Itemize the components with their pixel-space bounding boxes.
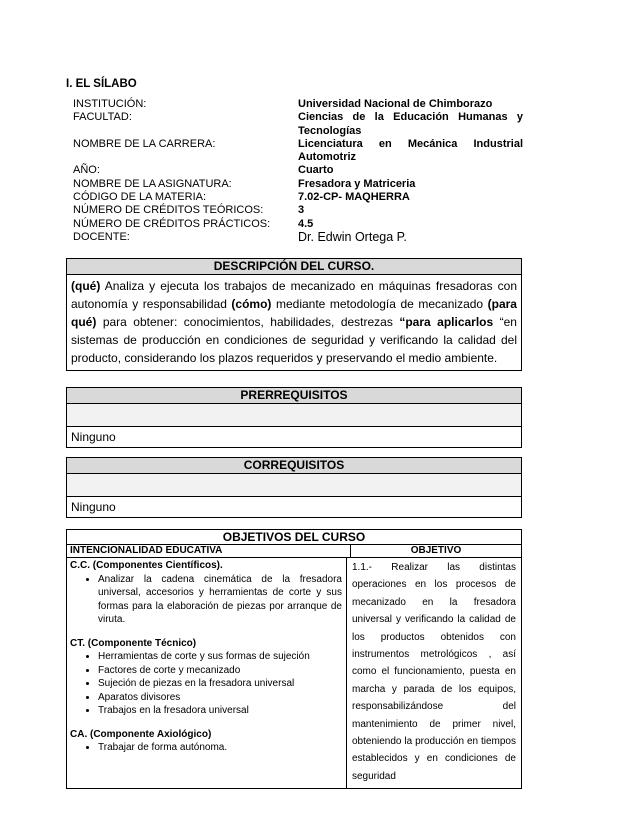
info-value: Licenciatura en Mecánica Industrial Automotriz [298, 137, 523, 164]
desc-keyword: (cómo) [231, 297, 272, 311]
info-value: 7.02-CP- MAQHERRA [298, 191, 410, 204]
info-row-docente [73, 231, 523, 244]
info-row-codigo [73, 191, 523, 204]
objetivos-box [66, 529, 522, 789]
col-objetivo: OBJETIVO [410, 545, 462, 556]
prerrequisitos-value: Ninguno [71, 430, 116, 444]
col-intencionalidad: INTENCIONALIDAD EDUCATIVA [67, 545, 351, 557]
info-row-institucion [73, 98, 523, 111]
list-item: • Factores de corte y mecanizado [98, 664, 342, 678]
list-item: • Analizar la cadena cinemática de la fresadora universal, accesorios y herramientas de corte y sus formas para la elaboración de piezas por arranque de viruta. [98, 573, 342, 627]
correquisitos-box [66, 457, 522, 518]
correquisitos-spacer [67, 474, 521, 497]
info-label: INSTITUCIÓN: [73, 98, 147, 110]
info-row-facultad [73, 111, 523, 138]
info-label: NÚMERO DE CRÉDITOS PRÁCTICOS: [73, 217, 271, 230]
info-label: NÚMERO DE CRÉDITOS TEÓRICOS: [73, 204, 264, 217]
list-item: • Trabajos en la fresadora universal [98, 704, 342, 718]
desc-keyword: (para qué) [71, 297, 517, 329]
list-item: • Sujeción de piezas en la fresadora universal [98, 677, 342, 691]
ca-title: CA. (Componente Axiológico) [70, 728, 212, 740]
list-item: • Herramientas de corte y sus formas de sujeción [98, 650, 342, 664]
cc-title: C.C. (Componentes Científicos). [70, 560, 223, 571]
info-value: Ciencias de la Educación Humanas y Tecnologías [298, 111, 523, 137]
course-info-table [73, 98, 523, 244]
intencionalidad-cell [67, 558, 347, 788]
desc-text: para obtener: conocimientos, habilidades, destrezas [96, 315, 400, 329]
desc-text: Analiza y ejecuta los trabajos de mecanizado en máquinas fresadoras con autonomía y responsabilidad [71, 279, 517, 311]
desc-keyword: (qué) [71, 279, 101, 293]
ct-title: CT. (Componente Técnico) [70, 637, 197, 649]
info-row-creditos-practicos [73, 218, 523, 231]
cc-list [70, 573, 342, 627]
info-value: Universidad Nacional de Chimborazo [298, 98, 493, 110]
correquisitos-value: Ninguno [71, 500, 116, 514]
objetivos-title: OBJETIVOS DEL CURSO [67, 530, 521, 545]
info-row-asignatura [73, 178, 523, 191]
prerrequisitos-title: PRERREQUISITOS [67, 388, 521, 404]
info-label: CÓDIGO DE LA MATERIA: [73, 191, 207, 204]
info-row-anio [73, 164, 523, 177]
info-value: Dr. Edwin Ortega P. [298, 229, 407, 244]
desc-keyword: “para aplicarlos [399, 315, 494, 329]
ca-list [70, 741, 342, 755]
objetivo-cell: 1.1.- Realizar las distintas operaciones en los procesos de mecanizado en la fresadora universal y verificando la calidad de los productos obtenidos con instrumentos metrológicos , así como el funcionamiento, puesta en marcha y parada de los equipos, responsabilizándose del mantenimiento de primer nivel, obteniendo la producción en tiempos establecidos y en condiciones de seguridad [352, 562, 516, 782]
correquisitos-title: CORREQUISITOS [67, 458, 521, 474]
info-label: DOCENTE: [73, 230, 130, 243]
info-row-creditos-teoricos [73, 204, 523, 217]
prerrequisitos-box [66, 387, 522, 448]
info-row-carrera [73, 138, 523, 165]
info-value: Cuarto [298, 164, 334, 177]
info-value: 4.5 [298, 217, 314, 230]
info-label: NOMBRE DE LA CARRERA: [73, 137, 216, 150]
list-item: • Trabajar de forma autónoma. [98, 741, 342, 755]
desc-text: “en sistemas de producción en condiciones de seguridad y verificando la calidad del producto, considerando los plazos requeridos y preservando el medio ambiente. [71, 315, 517, 365]
prerrequisitos-spacer [67, 404, 521, 427]
info-value: Fresadora y Matriceria [298, 177, 416, 190]
list-item: • Aparatos divisores [98, 691, 342, 705]
section-heading: I. EL SÍLABO [66, 78, 137, 90]
objetivos-column-headers [67, 545, 521, 558]
desc-text: mediante metodología de mecanizado [271, 297, 488, 311]
info-value: 3 [298, 204, 305, 217]
objetivos-body [67, 558, 521, 788]
info-label: AÑO: [73, 164, 100, 177]
descripcion-text [67, 275, 521, 370]
info-label: FACULTAD: [73, 111, 132, 124]
descripcion-box [66, 258, 522, 371]
ct-list [70, 650, 342, 718]
descripcion-title: DESCRIPCIÓN DEL CURSO. [67, 259, 521, 275]
info-label: NOMBRE DE LA ASIGNATURA: [73, 177, 232, 190]
